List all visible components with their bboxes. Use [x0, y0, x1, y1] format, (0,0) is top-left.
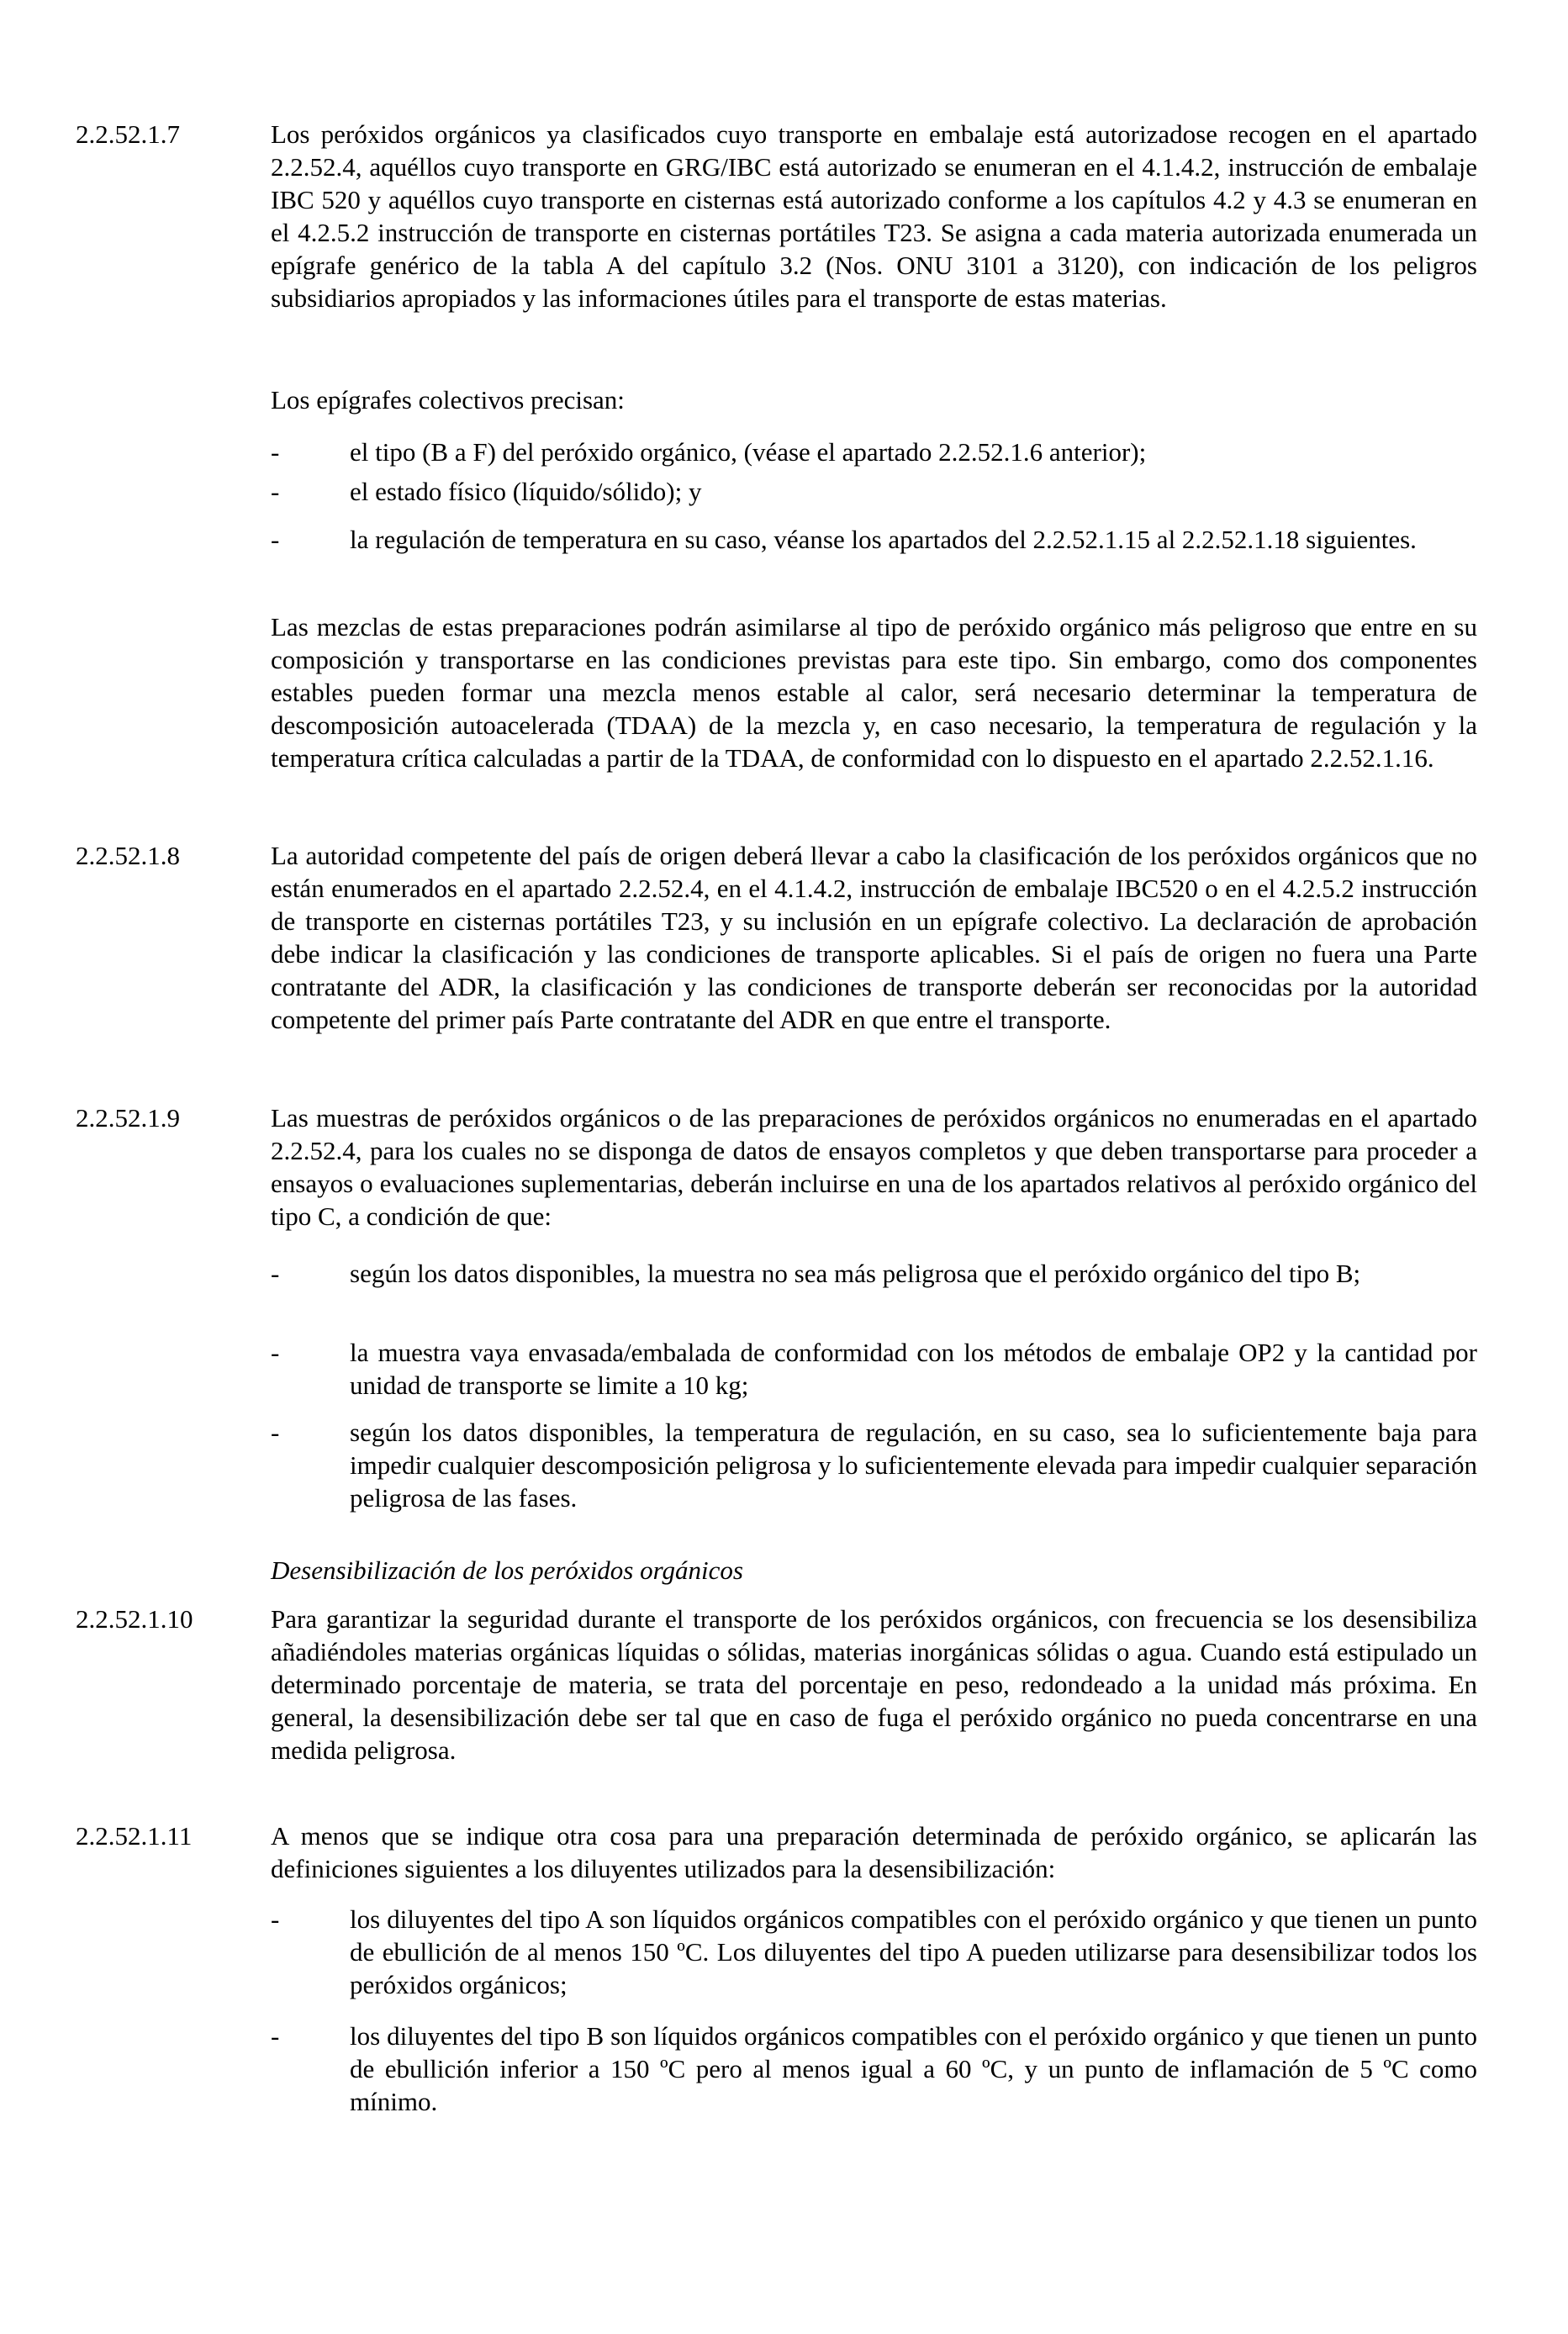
list-item-text: según los datos disponibles, la muestra no sea más peligrosa que el peróxido orgánico del tipo B;	[350, 1259, 1361, 1288]
list-item-text: la regulación de temperatura en su caso, véanse los apartados del 2.2.52.1.15 al 2.2.52.1.18 siguientes.	[350, 525, 1417, 554]
section-number-2-2-52-1-8: 2.2.52.1.8	[76, 841, 180, 870]
section-2-2-52-1-9-paragraph-1: Las muestras de peróxidos orgánicos o de las preparaciones de peróxidos orgánicos no enumeradas en el apartado 2.2.52.4, para los cuales no se disponga de datos de ensayos completos y que deben transportarse para proceder a ensayos o evaluaciones suplementarias, deberán incluirse en una de los apartados relativos al peróxido orgánico del tipo C, a condición de que:	[271, 1103, 1477, 1231]
list-item-text: los diluyentes del tipo B son líquidos orgánicos compatibles con el peróxido orgánico y que tienen un punto de ebullición inferior a 150 ºC pero al menos igual a 60 ºC, y un punto de inflamación de 5 ºC como mínimo.	[350, 2021, 1477, 2116]
section-number-2-2-52-1-9: 2.2.52.1.9	[76, 1103, 180, 1133]
list-item-text: el tipo (B a F) del peróxido orgánico, (véase el apartado 2.2.52.1.6 anterior);	[350, 437, 1147, 467]
list-dash: -	[271, 1418, 280, 1447]
list-dash: -	[271, 525, 280, 554]
section-2-2-52-1-11-paragraph-1: A menos que se indique otra cosa para una preparación determinada de peróxido orgánico, se aplicarán las definiciones siguientes a los diluyentes utilizados para la desensibilización:	[271, 1821, 1477, 1883]
list-item-text: según los datos disponibles, la temperatura de regulación, en su caso, sea lo suficientemente baja para impedir cualquier descomposición peligrosa y lo suficientemente elevada para impedir cualquier separación peligrosa de las fases.	[350, 1418, 1477, 1513]
list-dash: -	[271, 2021, 280, 2051]
list-item-text: el estado físico (líquido/sólido); y	[350, 477, 702, 506]
list-item-text: la muestra vaya envasada/embalada de conformidad con los métodos de embalaje OP2 y la cantidad por unidad de transporte se limite a 10 kg;	[350, 1338, 1477, 1400]
section-number-2-2-52-1-10: 2.2.52.1.10	[76, 1604, 193, 1634]
list-dash: -	[271, 437, 280, 467]
list-dash: -	[271, 1904, 280, 1934]
section-2-2-52-1-7-paragraph-1: Los peróxidos orgánicos ya clasificados cuyo transporte en embalaje está autorizadose recogen en el apartado 2.2.52.4, aquéllos cuyo transporte en GRG/IBC está autorizado se enumeran en el 4.1.4.2, instrucción de embalaje IBC 520 y aquéllos cuyo transporte en cisternas está autorizado conforme a los capítulos 4.2 y 4.3 se enumeran en el 4.2.5.2 instrucción de transporte en cisternas portátiles T23. Se asigna a cada materia autorizada enumerada un epígrafe genérico de la tabla A del capítulo 3.2 (Nos. ONU 3101 a 3120), con indicación de los peligros subsidiarios apropiados y las informaciones útiles para el transporte de estas materias.	[271, 119, 1477, 313]
list-item-text: los diluyentes del tipo A son líquidos orgánicos compatibles con el peróxido orgánico y que tienen un punto de ebullición de al menos 150 ºC. Los diluyentes del tipo A pueden utilizarse para desensibilizar todos los peróxidos orgánicos;	[350, 1904, 1477, 1999]
section-heading: Desensibilización de los peróxidos orgánicos	[271, 1555, 743, 1585]
section-2-2-52-1-7-paragraph-3: Las mezclas de estas preparaciones podrán asimilarse al tipo de peróxido orgánico más peligroso que entre en su composición y transportarse en las condiciones previstas para este tipo. Sin embargo, como dos componentes estables pueden formar una mezcla menos estable al calor, será necesario determinar la temperatura de descomposición autoacelerada (TDAA) de la mezcla y, en caso necesario, la temperatura de regulación y la temperatura crítica calculadas a partir de la TDAA, de conformidad con lo dispuesto en el apartado 2.2.52.1.16.	[271, 612, 1477, 773]
list-dash: -	[271, 477, 280, 506]
section-2-2-52-1-7-paragraph-2: Los epígrafes colectivos precisan:	[271, 385, 625, 415]
section-number-2-2-52-1-11: 2.2.52.1.11	[76, 1821, 193, 1851]
section-2-2-52-1-8-paragraph-1: La autoridad competente del país de origen deberá llevar a cabo la clasificación de los peróxidos orgánicos que no están enumerados en el apartado 2.2.52.4, en el 4.1.4.2, instrucción de embalaje IBC520 o en el 4.2.5.2 instrucción de transporte en cisternas portátiles T23, y su inclusión en un epígrafe colectivo. La declaración de aprobación debe indicar la clasificación y las condiciones de transporte aplicables. Si el país de origen no fuera una Parte contratante del ADR, la clasificación y las condiciones de transporte deberán ser reconocidas por la autoridad competente del primer país Parte contratante del ADR en que entre el transporte.	[271, 841, 1477, 1034]
list-dash: -	[271, 1338, 280, 1367]
section-number-2-2-52-1-7: 2.2.52.1.7	[76, 119, 180, 149]
section-2-2-52-1-10-paragraph-1: Para garantizar la seguridad durante el transporte de los peróxidos orgánicos, con frecuencia se los desensibiliza añadiéndoles materias orgánicas líquidas o sólidas, materias inorgánicas sólidas o agua. Cuando está estipulado un determinado porcentaje de materia, se trata del porcentaje en peso, redondeado a la unidad más próxima. En general, la desensibilización debe ser tal que en caso de fuga el peróxido orgánico no pueda concentrarse en una medida peligrosa.	[271, 1604, 1477, 1765]
list-dash: -	[271, 1259, 280, 1288]
